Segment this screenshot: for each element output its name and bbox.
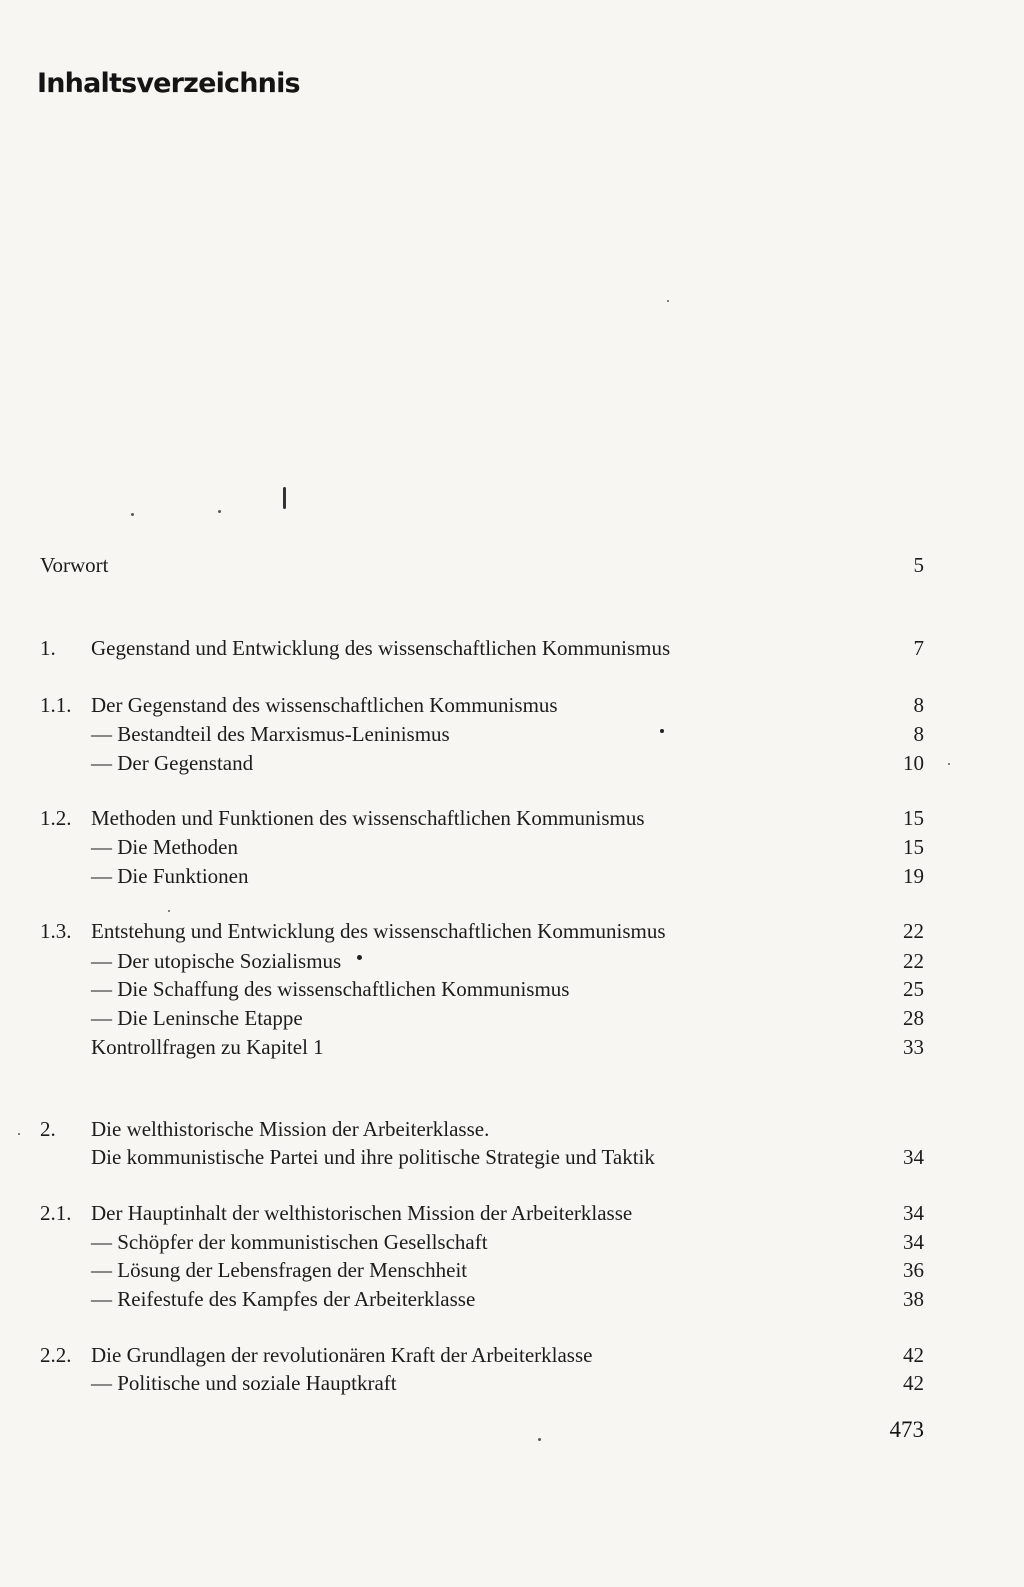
toc-entry-title: — Der utopische Sozialismus [91, 949, 342, 973]
toc-entry [0, 551, 1024, 579]
toc-entry-page: 5 [913, 553, 924, 577]
toc-entry-title: — Die Leninsche Etappe [91, 1006, 303, 1030]
toc-entry [0, 691, 1024, 719]
toc-entry [0, 1033, 1024, 1061]
toc-entry [0, 1369, 1024, 1397]
toc-entry [0, 1143, 1024, 1171]
toc-entry-title: Methoden und Funktionen des wissenschaftlichen Kommunismus [91, 806, 645, 830]
toc-entry-title: — Schöpfer der kommunistischen Gesellschaft [91, 1230, 488, 1254]
toc-entry-page: 22 [903, 949, 924, 973]
toc-entry [0, 1004, 1024, 1032]
toc-entry-title: — Politische und soziale Hauptkraft [91, 1371, 397, 1395]
toc-entry-page: 19 [903, 864, 924, 888]
scan-speck [660, 729, 664, 733]
toc-entry [0, 833, 1024, 861]
toc-entry [0, 720, 1024, 748]
toc-entry-page: 15 [903, 806, 924, 830]
toc-entry [0, 749, 1024, 777]
toc-entry-number: 2. [40, 1117, 56, 1141]
toc-entry-page: 36 [903, 1258, 924, 1282]
toc-entry-title: — Der Gegenstand [91, 751, 254, 775]
toc-entry [0, 1285, 1024, 1313]
toc-entry-page: 38 [903, 1287, 924, 1311]
toc-entry [0, 634, 1024, 662]
toc-entry-title: Kontrollfragen zu Kapitel 1 [91, 1035, 324, 1059]
page-number: 473 [889, 1417, 924, 1442]
toc-entry-title: — Die Funktionen [91, 864, 249, 888]
toc-entry-number: 1.2. [40, 806, 72, 830]
toc-entry-title: — Die Schaffung des wissenschaftlichen Kommunismus [91, 977, 570, 1001]
toc-entry-page: 34 [903, 1201, 924, 1225]
scan-speck [18, 1133, 20, 1135]
scan-speck [357, 955, 362, 960]
scan-speck [168, 910, 170, 912]
scan-speck [218, 510, 221, 513]
toc-entry-page: 42 [903, 1343, 924, 1367]
toc-entry [0, 1256, 1024, 1284]
toc-entry-number: 1.1. [40, 693, 72, 717]
toc-entry-title: — Bestandteil des Marxismus-Leninismus [91, 722, 450, 746]
toc-entry-page: 8 [913, 693, 924, 717]
toc-entry [0, 804, 1024, 832]
scan-speck [948, 763, 950, 765]
scan-speck [538, 1438, 541, 1441]
toc-entry-page: 10 [903, 751, 924, 775]
toc-entry-title: Die kommunistische Partei und ihre politische Strategie und Taktik [91, 1145, 655, 1169]
toc-entry-title: Der Gegenstand des wissenschaftlichen Kommunismus [91, 693, 558, 717]
toc-entry-page: 33 [903, 1035, 924, 1059]
toc-entry [0, 1228, 1024, 1256]
toc-entry [0, 1341, 1024, 1369]
toc-entry-title: Die welthistorische Mission der Arbeiterklasse. [91, 1117, 490, 1141]
toc-entry-title: — Die Methoden [91, 835, 238, 859]
toc-entry [0, 1115, 1024, 1143]
toc-entry-title: — Lösung der Lebensfragen der Menschheit [91, 1258, 468, 1282]
toc-entry-number: 2.1. [40, 1201, 72, 1225]
toc-entry-title: Vorwort [40, 553, 109, 577]
toc-entry-page: 7 [913, 636, 924, 660]
toc-entry-page: 15 [903, 835, 924, 859]
toc-entry-number: 1.3. [40, 919, 72, 943]
toc-entry-page: 8 [913, 722, 924, 746]
toc-entry [0, 917, 1024, 945]
toc-entry-number: 2.2. [40, 1343, 72, 1367]
toc-entry-page: 34 [903, 1230, 924, 1254]
toc-entry-page: 34 [903, 1145, 924, 1169]
page-title: Inhaltsverzeichnis [37, 68, 300, 99]
toc-entry-page: 42 [903, 1371, 924, 1395]
toc-entry [0, 862, 1024, 890]
toc-entry-title: Gegenstand und Entwicklung des wissenschaftlichen Kommunismus [91, 636, 671, 660]
toc-entry-number: 1. [40, 636, 56, 660]
toc-entry-title: Der Hauptinhalt der welthistorischen Mission der Arbeiterklasse [91, 1201, 633, 1225]
toc-entry-title: — Reifestufe des Kampfes der Arbeiterklasse [91, 1287, 476, 1311]
scan-speck [131, 513, 134, 516]
toc-entry-page: 28 [903, 1006, 924, 1030]
scan-speck [667, 300, 669, 302]
toc-entry [0, 1199, 1024, 1227]
toc-entry-page: 22 [903, 919, 924, 943]
toc-entry-title: Die Grundlagen der revolutionären Kraft der Arbeiterklasse [91, 1343, 593, 1367]
toc-entry [0, 975, 1024, 1003]
toc-entry-page: 25 [903, 977, 924, 1001]
scan-speck [283, 487, 286, 509]
toc-entry-title: Entstehung und Entwicklung des wissenschaftlichen Kommunismus [91, 919, 666, 943]
toc-entry [0, 947, 1024, 975]
